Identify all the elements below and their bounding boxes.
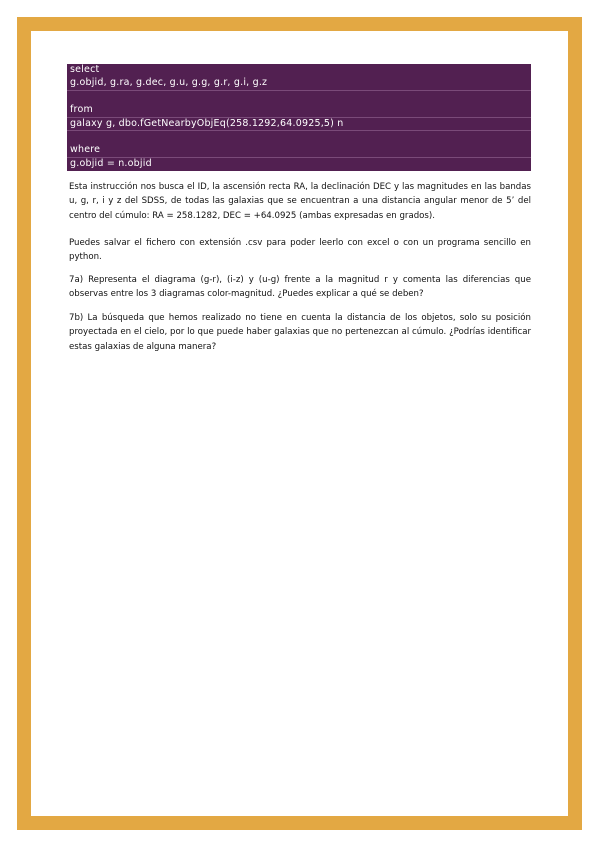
code-line-select-columns: g.objid, g.ra, g.dec, g.u, g.g, g.r, g.i, g.z [67,77,531,91]
code-line-from-source: galaxy g, dbo.fGetNearbyObjEq(258.1292,64.0925,5) n [67,118,531,132]
code-line-select: select [70,64,100,75]
paragraph-query-description: Esta instrucción nos busca el ID, la ascensión recta RA, la declinación DEC y las magnitudes en las bandas u, g, r, i y z del SDSS, de todas las galaxias que se encuentran a una distancia angular menor de 5’ del centro del cúmulo: RA = 258.1282, DEC = +64.0925 (ambas expresadas en grados). [69,182,531,221]
code-line-where-condition: g.objid = n.objid [70,158,152,170]
paragraph-save-file: Puedes salvar el fichero con extensión .csv para poder leerlo con excel o con un programa sencillo en python. [69,238,531,263]
paragraph-exercise-7b: 7b) La búsqueda que hemos realizado no tiene en cuenta la distancia de los objetos, solo su posición proyectada en el cielo, por lo que puede haber galaxias que no pertenezcan al cúmulo. ¿Podrías identificar estas galaxias de alguna manera? [69,313,531,352]
sql-code-block [67,64,531,171]
code-line-from: from [67,104,531,118]
code-line-blank [67,131,531,144]
paragraph-exercise-7a: 7a) Representa el diagrama (g-r), (i-z) y (u-g) frente a la magnitud r y comenta las diferencias que observas entre los 3 diagramas color-magnitud. ¿Puedes explicar a qué se deben? [69,275,531,300]
code-line-where: where [67,144,531,158]
code-line-blank [67,91,531,104]
